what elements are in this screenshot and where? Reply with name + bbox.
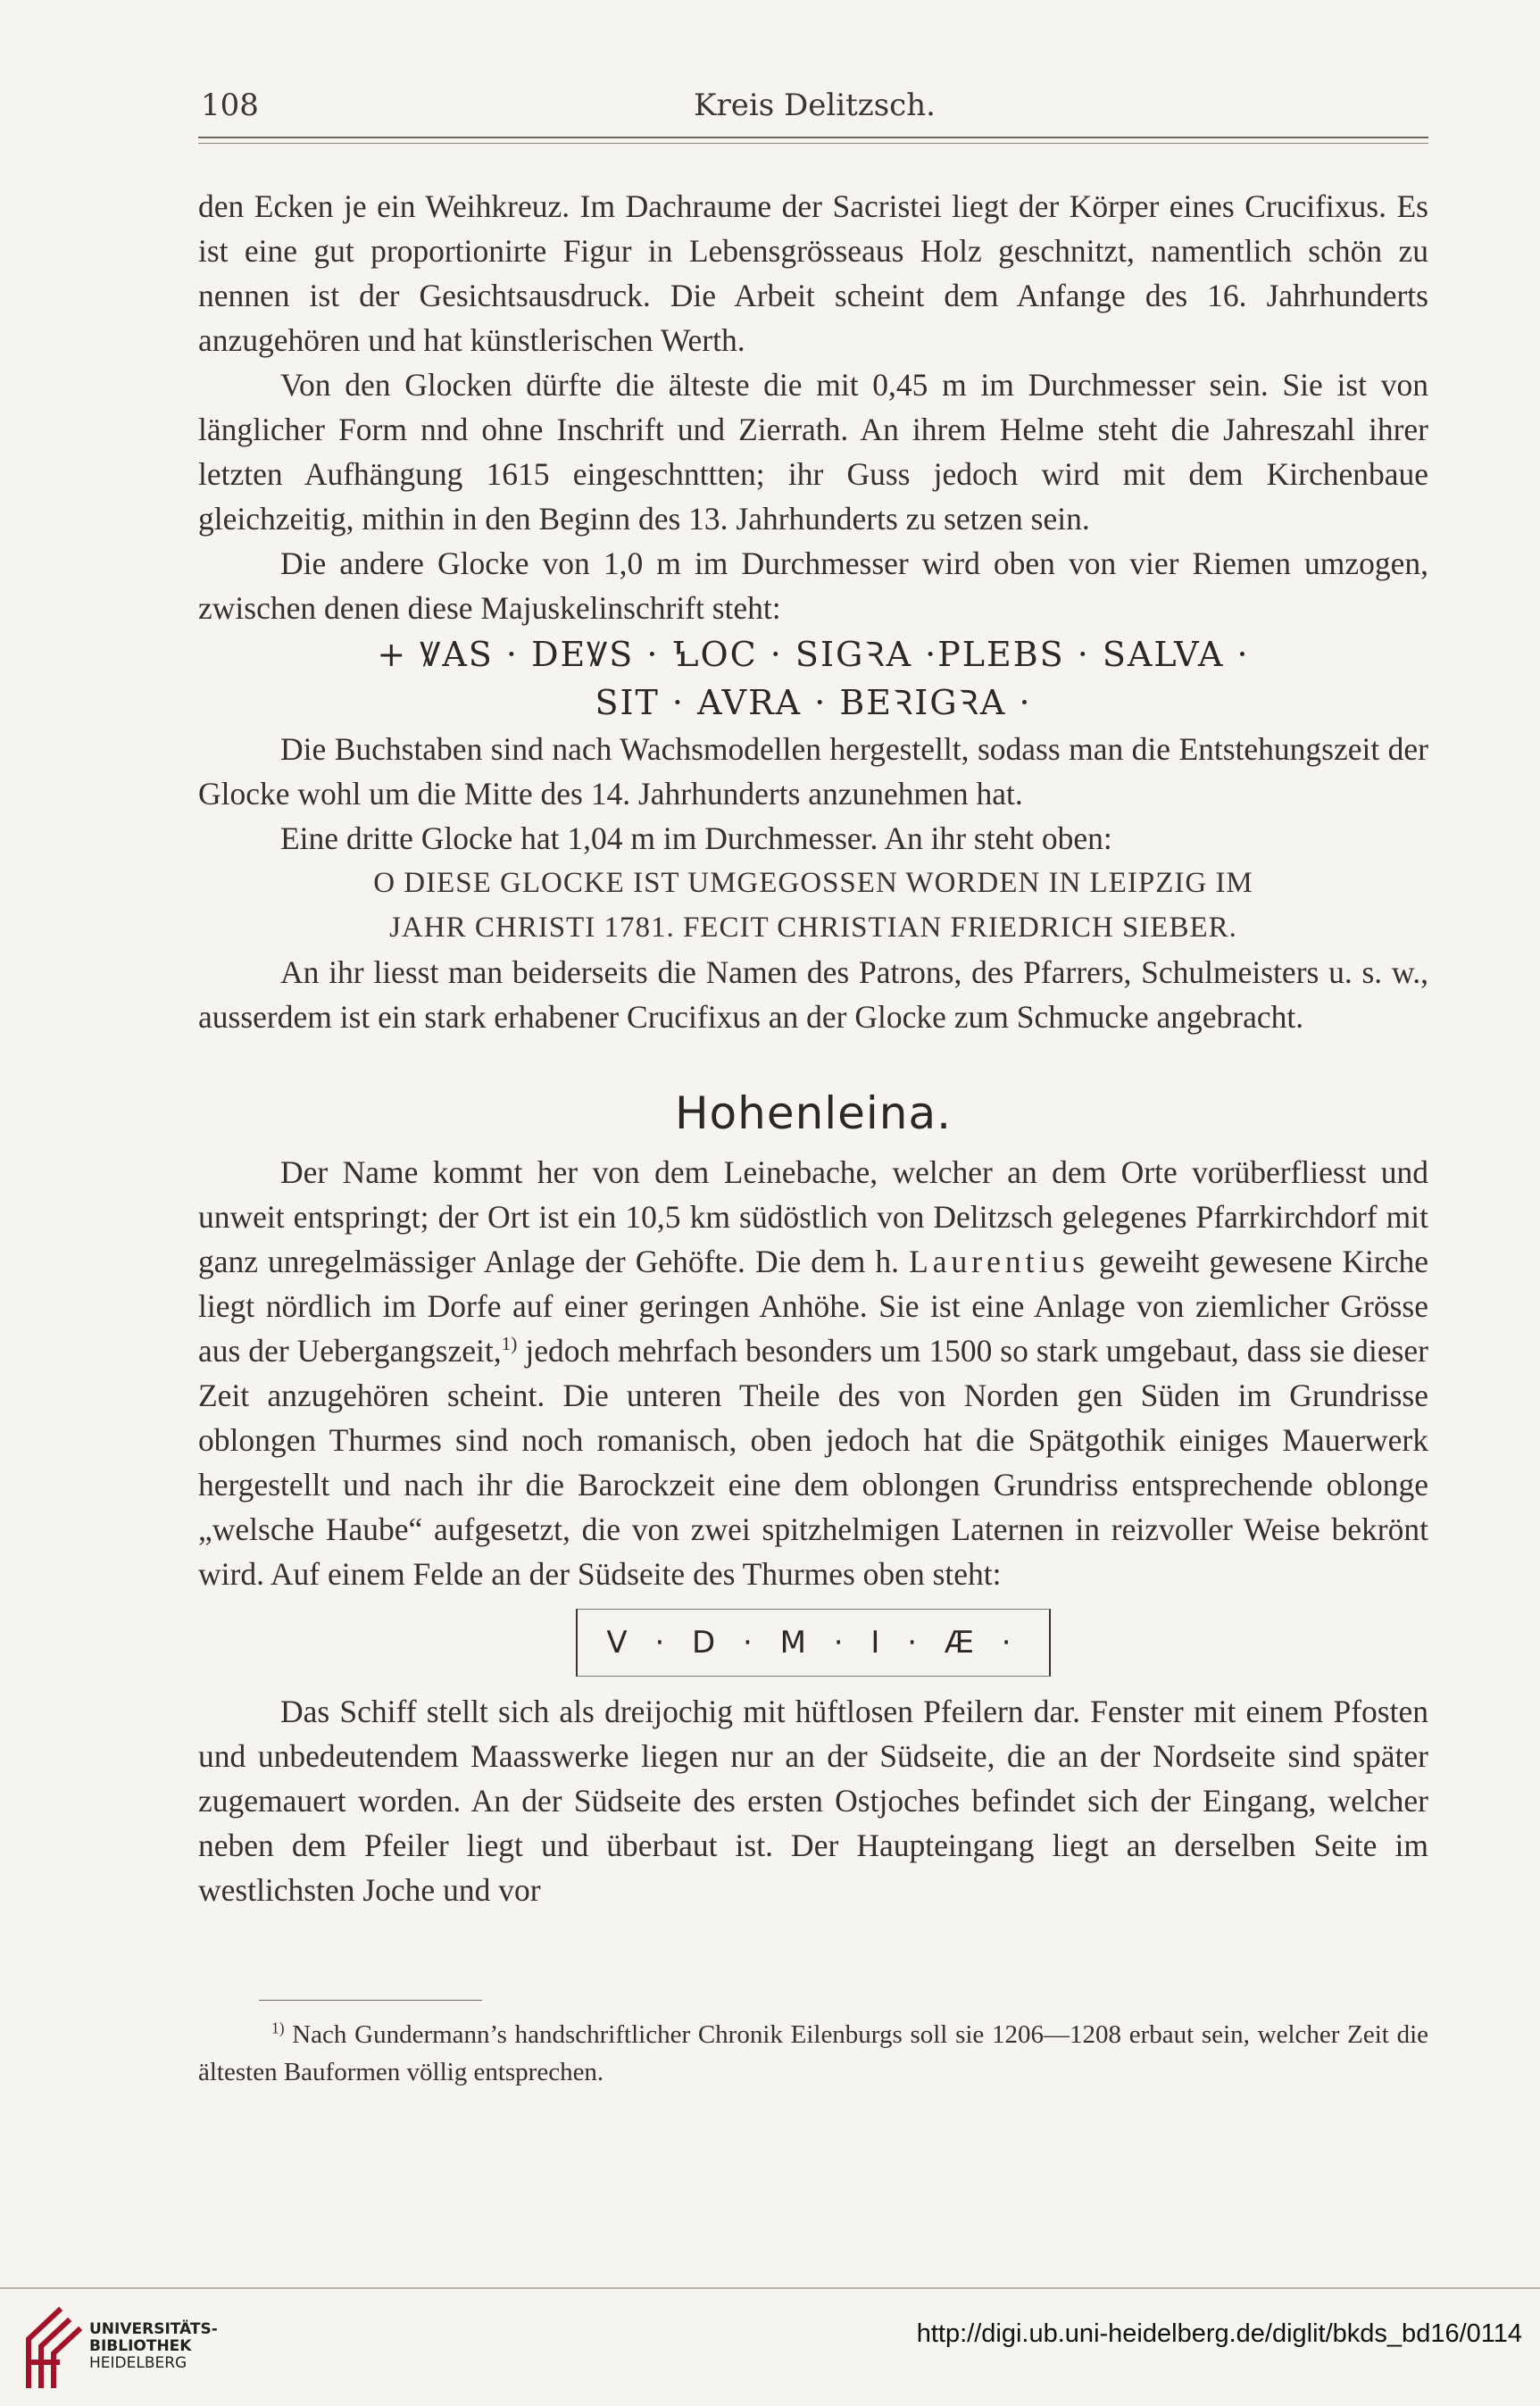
- library-logo-icon: [16, 2303, 96, 2393]
- paragraph: den Ecken je ein Weihkreuz. Im Dachraume der Sacristei liegt der Körper eines Crucifixus. Es ist eine gut proportionirte Figur in Lebensgrösseaus Holz geschnitzt, namentlich schön zu nennen ist der Gesichtsausdruck. Die Arbeit scheint dem Anfange des 16. Jahrhunderts anzugehören und hat künstlerischen Werth.: [198, 188, 1428, 358]
- tower-inscription-box: V · D · M · I · Æ ·: [576, 1609, 1050, 1677]
- text-run: Der Name kommt her von dem Leinebache, welcher an dem Orte vorüberfliesst und unweit entspringt; der Ort ist ein 10,5 km südöstlich von Delitzsch gelegenes Pfarrkirchdorf mit ganz unregelmässiger Anlage der Gehöfte. Die dem h.: [198, 1154, 1428, 1279]
- footnote: [198, 2016, 1428, 2091]
- footer-divider: [0, 2287, 1540, 2289]
- source-url-link[interactable]: http://digi.ub.uni-heidelberg.de/diglit/bkds_bd16/0114: [916, 2319, 1522, 2348]
- library-name: [89, 2321, 218, 2372]
- paragraph: Die Buchstaben sind nach Wachsmodellen hergestellt, sodass man die Entstehungszeit der Glocke wohl um die Mitte des 14. Jahrhunderts anzunehmen hat.: [198, 731, 1428, 812]
- header-rule: [198, 137, 1428, 138]
- bell-inscription-line: JAHR CHRISTI 1781. FECIT CHRISTIAN FRIEDRICH SIEBER.: [389, 912, 1237, 944]
- footnote-mark: 1): [271, 2019, 285, 2037]
- footnote-rule: [259, 2000, 482, 2001]
- text-run: geweiht gewesene Kirche liegt nördlich im Dorfe auf einer geringen Anhöhe. Sie ist eine Anlage von ziemlicher Grösse aus der Uebergangszeit,: [198, 1244, 1428, 1369]
- footnote-mark: 1): [501, 1333, 518, 1355]
- paragraph: Eine dritte Glocke hat 1,04 m im Durchmesser. An ihr steht oben:: [280, 820, 1112, 856]
- page-header: [201, 87, 1428, 132]
- library-name-line: HEIDELBERG: [89, 2354, 187, 2372]
- body-text: [198, 184, 1428, 1912]
- text-run: jedoch mehrfach besonders um 1500 so stark umgebaut, dass sie dieser Zeit anzugehören scheint. Die unteren Theile des von Norden gen Süden im Grundrisse oblongen Thurmes sind noch romanisch, oben jedoch hat die Spätgothik einiges Mauerwerk hergestellt und nach ihr die Barockzeit eine dem oblongen Grundriss entsprechende oblonge „welsche Haube“ aufgesetzt, die von zwei spitzhelmigen Laternen in reizvoller Weise bekrönt wird. Auf einem Felde an der Südseite des Thurmes oben steht:: [198, 1333, 1428, 1592]
- inscription-box-wrap: [198, 1609, 1428, 1677]
- running-title: Kreis Delitzsch.: [694, 87, 936, 123]
- bell-inscription-line: + ꝞAS · DEꝞS · ꝆOC · SIGꝚA ·PLEBS · SALVA ·: [377, 635, 1250, 674]
- library-name-line: UNIVERSITÄTS-: [89, 2320, 218, 2338]
- paragraph: Das Schiff stellt sich als dreijochig mit hüftlosen Pfeilern dar. Fenster mit einem Pfosten und unbedeutendem Maasswerke liegen nur an der Südseite, die an der Nordseite sind später zugemauert worden. An der Südseite des ersten Ostjoches befindet sich der Eingang, welcher neben dem Pfeiler liegt und überbaut ist. Der Haupteingang liegt an derselben Seite im westlichsten Joche und vor: [198, 1694, 1428, 1908]
- bell-inscription-line: O DIESE GLOCKE IST UMGEGOSSEN WORDEN IN LEIPZIG IM: [373, 867, 1253, 899]
- saint-name: Laurentius: [909, 1244, 1089, 1279]
- paragraph: [198, 1150, 1428, 1596]
- bell-inscription-line: SIT · AVRA · BEꝚIGꝚA ·: [595, 683, 1032, 722]
- header-rule-thin: [198, 143, 1428, 144]
- paragraph: An ihr liesst man beiderseits die Namen des Patrons, des Pfarrers, Schulmeisters u. s. w., ausserdem ist ein stark erhabener Crucifixus an der Glocke zum Schmucke angebracht.: [198, 954, 1428, 1035]
- paragraph: Von den Glocken dürfte die älteste die mit 0,45 m im Durchmesser sein. Sie ist von länglicher Form nnd ohne Inschrift und Zierrath. An ihrem Helme steht die Jahreszahl ihrer letzten Aufhängung 1615 eingeschnttten; ihr Guss jedoch wird mit dem Kirchenbaue gleichzeitig, mithin in den Beginn des 13. Jahrhunderts zu setzen sein.: [198, 367, 1428, 537]
- section-heading: Hohenleina.: [674, 1087, 953, 1139]
- footnote-text: Nach Gundermann’s handschriftlicher Chronik Eilenburgs soll sie 1206—1208 erbaut sein, welcher Zeit die ältesten Bauformen völlig entsprechen.: [198, 2020, 1429, 2086]
- paragraph: Die andere Glocke von 1,0 m im Durchmesser wird oben von vier Riemen umzogen, zwischen denen diese Majuskelinschrift steht:: [198, 545, 1428, 626]
- library-name-line: BIBLIOTHEK: [89, 2337, 192, 2355]
- page-number: 108: [201, 87, 259, 123]
